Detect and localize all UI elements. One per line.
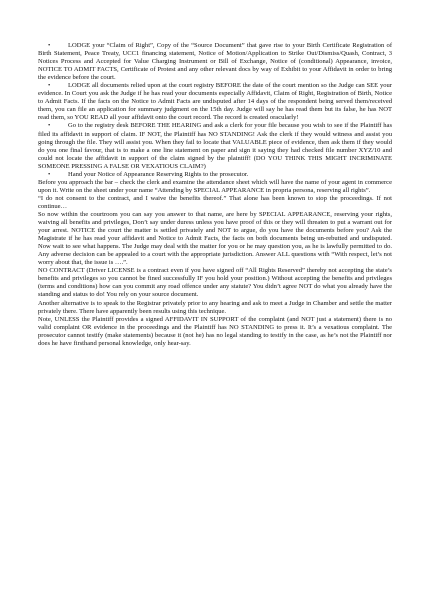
document-page [38, 42, 392, 348]
paragraph-no-consent: “I do not consent to the contract, and I waive the benefits thereof.” That alone has been known to stop the proceedings. If not continue… [38, 194, 392, 210]
paragraph-approach-bar: Before you approach the bar – check the clerk and examine the attendance sheet which will have the name of your agent in commerce upon it. Write on the sheet under your name “Attending by SPECIAL APPEARANCE in propria persona, reserving all rights”. [38, 178, 392, 194]
bullet-marker: • [48, 122, 51, 130]
bullet-marker: • [48, 170, 51, 178]
bullet-text: LODGE your “Claim of Right”, Copy of the “Source Document” that gave rise to your Birth Certificate Registration of Birth Statement, Peace Treaty, UCC1 financing statement, Notice of Motion/Application to Strike Out/Dismiss/Quash, Contract, 3 Notices Process and Accepted for Value Charging Instrument or Bill of Exchange, Notice of (conditional) Appearance, invoice, NOTICE TO ADMIT FACTS, Certificate of Protest and any other relevant docs by way of Exhibit to your Affidavit in order to bring the evidence before the court. [38, 42, 392, 82]
bullet-text: LODGE all documents relied upon at the court registry BEFORE the date of the court mention so the Judge can SEE your evidence. In Court you ask the Judge if he has read your documents especially Affidavit, Claim of Right, Registration of Birth, Notice to Admit Facts. If the facts on the Notice to Admit Facts are undisputed after 14 days of the respondent being served them/received them, you can file an application for summary judgment on the 15th day. Judge will say he has read them but its false, he has NOT read them, so YOU READ all your affidavit onto the court record. The record is created oracularly! [38, 82, 392, 122]
bullet-text: Hand your Notice of Appearance Reserving Rights to the prosecutor. [68, 170, 249, 178]
paragraph-no-contract: NO CONTRACT (Driver LICENSE is a contract even if you have signed off “All Rights Reserved” thereby not accepting the state’s benefits and privileges so you cannot be fined successfully IF you hold your position.) Without accepting the benefits and privileges (terms and conditions) how can you commit any road offence under any statute? You didn’t agree NOT do what you already have the standing and status to do! You rely on your source document. [38, 267, 392, 299]
paragraph-courtroom: So now within the courtroom you can say you answer to that name, are here by SPECIAL APPEARANCE, reserving your rights, waiving all benefits and privileges, Don’t say under duress unless you have proof of this or they will threaten to put a warrant out for your arrest. NOTICE the court the matter is settled privately and NOT to argue, do you have the documents before you? Ask the Magistrate if he has read your affidavit and Notice to Admit Facts, the facts on both documents being un-rebutted and undisputed. Now wait to see what happens. The Judge may deal with the matter for you or he may question you, as he is lawfully permitted to do. Any adverse decision can be appealed to a court with the appropriate jurisdiction. Answer ALL questions with “With respect, let’s not worry about that, the issue is ….”. [38, 210, 392, 267]
bullet-marker: • [48, 42, 51, 49]
bullet-marker: • [48, 82, 51, 90]
bullet-text: Go to the registry desk BEFORE THE HEARING and ask a clerk for your file because you wish to see if the Plaintiff has filed its affidavit in support of claim. IF NOT, the Plaintiff has NO STANDING! Ask the clerk if they would witness and assist you going through the file. They will assist you. When they fail to locate that VALUABLE piece of evidence, then ask them if they would do you one final favour, that is to make a one line statement on paper and sign it saying they had checked file number XYZ/10 and could not locate the affidavit in support of the claim signed by the plaintiff! (DO YOU THINK THIS MIGHT INCRIMINATE SOMEONE PRESSING A FALSE OR VEXATIOUS CLAIM?) [38, 122, 392, 170]
bullet-item-registry-desk [38, 122, 392, 170]
bullet-item-lodge-documents [38, 82, 392, 122]
bullet-item-lodge-claim [38, 42, 392, 82]
paragraph-affidavit-note: Note, UNLESS the Plaintiff provides a signed AFFIDAVIT IN SUPPORT of the complaint (and NOT just a statement) there is no valid complaint OR evidence in the proceedings and the Plaintiff has NO STANDING to press it. It’s a vexatious complaint. The prosecutor cannot testify (make statements) because it (not he) has no legal standing to testify in the case, as he’s not the Plaintiff nor does he have firsthand personal knowledge, only hear-say. [38, 315, 392, 347]
paragraph-registrar-alternative: Another alternative is to speak to the Registrar privately prior to any hearing and ask to meet a Judge in Chamber and settle the matter privately there. There have apparently been results using this technique. [38, 299, 392, 315]
bullet-item-notice-of-appearance [38, 171, 392, 179]
